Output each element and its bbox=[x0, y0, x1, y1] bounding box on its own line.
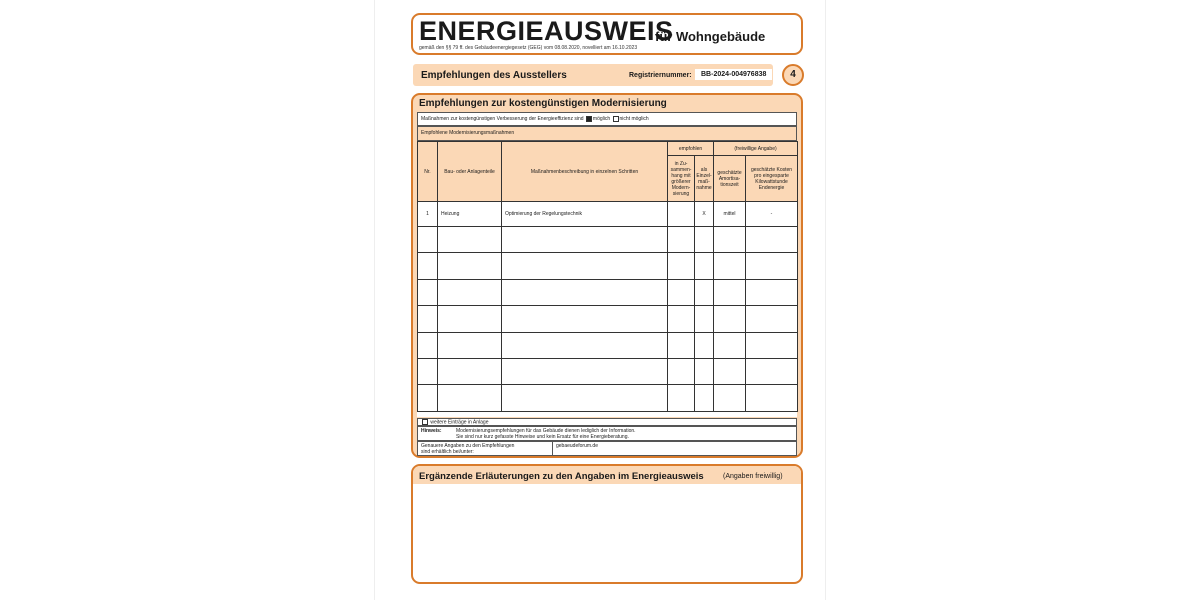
section-title: Empfehlungen des Ausstellers bbox=[421, 70, 567, 81]
supplement-header bbox=[413, 466, 801, 484]
table-row bbox=[418, 385, 798, 411]
certificate-subtitle: für Wohngebäude bbox=[655, 29, 766, 44]
hint-label: Hinweis: bbox=[421, 428, 442, 434]
recommended-label-row bbox=[417, 126, 797, 141]
recommended-label: Empfohlene Modernisierungsmaßnahmen bbox=[421, 130, 515, 136]
hint-line-2: Sie sind nur kurz gefasste Hinweise und kein Ersatz für eine Energieberatung. bbox=[456, 434, 629, 440]
table-row bbox=[418, 306, 798, 332]
col-nr: Nr. bbox=[418, 142, 438, 202]
contact-label-line-2: sind erhältlich bei/unter: bbox=[421, 449, 474, 455]
col-cost: geschätzte Kosten pro eingesparte Kilowattstunde Endenergie bbox=[746, 156, 798, 202]
col-payback: geschätzte Amortisa- tionszeit bbox=[714, 156, 746, 202]
contact-link[interactable]: gebaeudeforum.de bbox=[556, 443, 598, 449]
table-row bbox=[418, 202, 798, 227]
hint-row bbox=[417, 426, 797, 441]
header-box bbox=[411, 13, 803, 55]
not-possible-label: nicht möglich bbox=[619, 116, 649, 122]
registration-label: Registriernummer: bbox=[629, 72, 692, 79]
possible-checkbox[interactable] bbox=[586, 116, 592, 122]
certificate-page bbox=[375, 0, 825, 600]
feasibility-text: Maßnahmen zur kostengünstigen Verbesserung der Energieeffizienz sind bbox=[421, 116, 584, 122]
row-component: Heizung bbox=[438, 202, 502, 227]
supplement-section bbox=[411, 464, 803, 584]
feasibility-row bbox=[417, 112, 797, 126]
more-entries-label: weitere Einträge in Anlage bbox=[430, 419, 489, 426]
row-combined bbox=[668, 202, 695, 227]
issuer-band bbox=[413, 64, 773, 86]
contact-divider bbox=[552, 442, 553, 455]
modernisation-title: Empfehlungen zur kostengünstigen Modernisierung bbox=[419, 98, 667, 109]
table-row bbox=[418, 279, 798, 305]
contact-label bbox=[421, 443, 514, 455]
supplement-note: (Angaben freiwillig) bbox=[723, 473, 783, 480]
col-description: Maßnahmenbeschreibung in einzelnen Schritten bbox=[502, 142, 668, 202]
table-row bbox=[418, 332, 798, 358]
col-combined: in Zu- sammen- hang mit größerer Modern- sierung bbox=[668, 156, 695, 202]
modernisation-section bbox=[411, 93, 803, 458]
hint-line-1: Modernisierungsempfehlungen für das Gebäude dienen lediglich der Information. bbox=[456, 428, 636, 434]
row-description: Optimierung der Regelungstechnik bbox=[502, 202, 668, 227]
col-component: Bau- oder Anlagenteile bbox=[438, 142, 502, 202]
not-possible-checkbox[interactable] bbox=[613, 116, 619, 122]
row-payback: mittel bbox=[714, 202, 746, 227]
table-row bbox=[418, 358, 798, 384]
page-number-badge: 4 bbox=[782, 64, 804, 86]
supplement-title: Ergänzende Erläuterungen zu den Angaben im Energieausweis bbox=[419, 471, 704, 482]
contact-row bbox=[417, 441, 797, 456]
row-single: X bbox=[695, 202, 714, 227]
table-row bbox=[418, 227, 798, 253]
row-nr: 1 bbox=[418, 202, 438, 227]
col-optional-group: (freiwillige Angabe) bbox=[714, 142, 798, 156]
col-recommended-group: empfohlen bbox=[668, 142, 714, 156]
possible-label: möglich bbox=[592, 116, 611, 122]
row-cost: - bbox=[746, 202, 798, 227]
more-entries-checkbox[interactable] bbox=[422, 419, 428, 425]
measures-table bbox=[417, 141, 797, 417]
more-entries-row bbox=[417, 418, 797, 426]
contact-label-line-1: Genauere Angaben zu den Empfehlungen bbox=[421, 443, 515, 449]
table-row bbox=[418, 253, 798, 279]
legal-basis: gemäß den §§ 79 ff. des Gebäudeenergiegesetz (GEG) vom 08.08.2020, novelliert am 16.10.2023 bbox=[419, 45, 638, 51]
certificate-title: ENERGIEAUSWEIS bbox=[419, 16, 674, 46]
registration-number: BB-2024-004976838 bbox=[695, 69, 772, 80]
col-single: als Einzel- maß- nahme bbox=[695, 156, 714, 202]
